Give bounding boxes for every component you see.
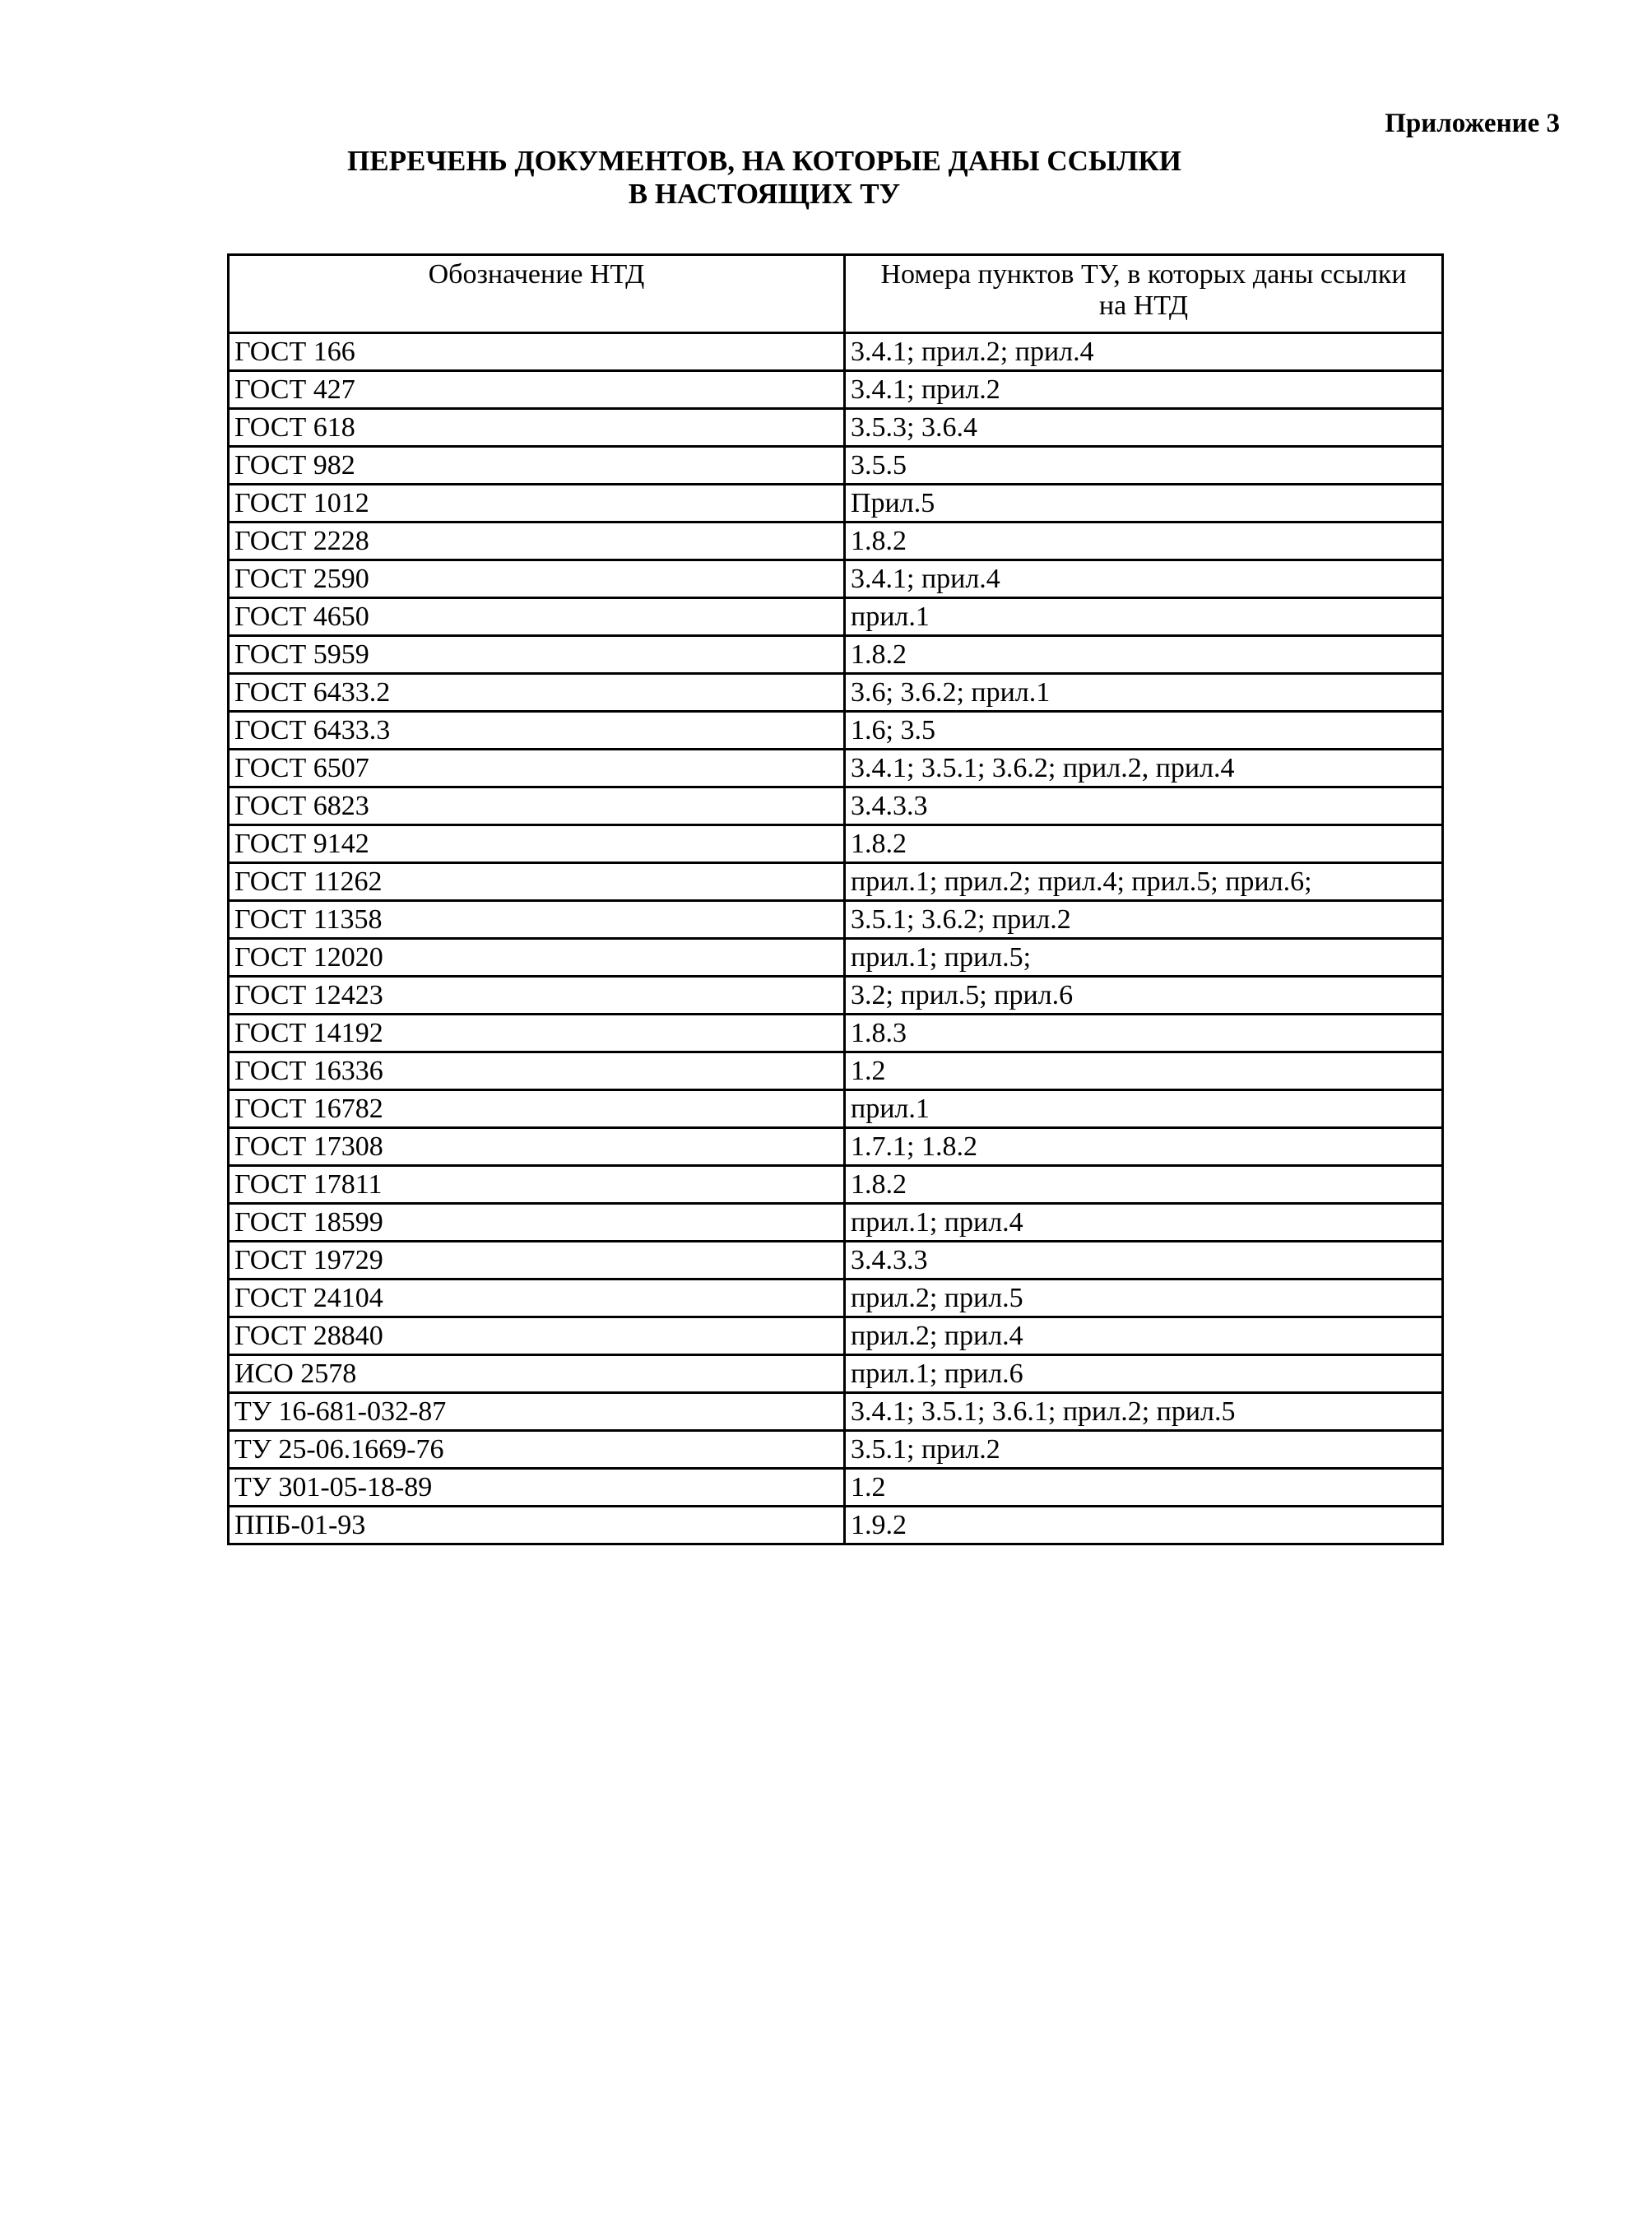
- document-designation-cell: ГОСТ 16336: [229, 1052, 845, 1090]
- document-designation-cell: ГОСТ 2590: [229, 560, 845, 598]
- table-row: [229, 447, 1443, 485]
- clause-numbers-cell: 1.8.2: [845, 636, 1443, 674]
- title-line-1: ПЕРЕЧЕНЬ ДОКУМЕНТОВ, НА КОТОРЫЕ ДАНЫ ССЫЛКИ: [347, 145, 1181, 177]
- clause-numbers-cell: 3.4.1; 3.5.1; 3.6.2; прил.2, прил.4: [845, 750, 1443, 787]
- clause-numbers-cell: 1.8.2: [845, 523, 1443, 560]
- document-designation-cell: ГОСТ 12423: [229, 977, 845, 1015]
- table-row: [229, 787, 1443, 825]
- table-row: [229, 1015, 1443, 1052]
- table-row: [229, 674, 1443, 712]
- table-row: [229, 1090, 1443, 1128]
- references-table: [227, 253, 1444, 1545]
- title-line-2: В НАСТОЯЩИХ ТУ: [628, 178, 901, 210]
- table-row: [229, 598, 1443, 636]
- clause-numbers-cell: прил.1; прил.4: [845, 1204, 1443, 1242]
- document-designation-cell: ТУ 16-681-032-87: [229, 1393, 845, 1431]
- table-row: [229, 1507, 1443, 1544]
- table-row: [229, 1317, 1443, 1355]
- clause-numbers-cell: 3.4.3.3: [845, 1242, 1443, 1280]
- document-designation-cell: ГОСТ 11262: [229, 863, 845, 901]
- document-title: [0, 145, 1652, 211]
- column-header-document: Обозначение НТД: [229, 255, 845, 333]
- table-row: [229, 863, 1443, 901]
- document-designation-cell: ИСО 2578: [229, 1355, 845, 1393]
- table-row: [229, 901, 1443, 939]
- clause-numbers-cell: 1.8.2: [845, 825, 1443, 863]
- document-designation-cell: ТУ 301-05-18-89: [229, 1469, 845, 1507]
- document-designation-cell: ГОСТ 12020: [229, 939, 845, 977]
- appendix-label: Приложение 3: [1385, 109, 1560, 138]
- table-row: [229, 1166, 1443, 1204]
- table-row: [229, 712, 1443, 750]
- document-designation-cell: ГОСТ 5959: [229, 636, 845, 674]
- document-designation-cell: ГОСТ 6823: [229, 787, 845, 825]
- table-row: [229, 1431, 1443, 1469]
- table-row: [229, 333, 1443, 371]
- document-designation-cell: ГОСТ 11358: [229, 901, 845, 939]
- clause-numbers-cell: прил.1: [845, 598, 1443, 636]
- table-row: [229, 1052, 1443, 1090]
- document-designation-cell: ГОСТ 982: [229, 447, 845, 485]
- document-designation-cell: ТУ 25-06.1669-76: [229, 1431, 845, 1469]
- clause-numbers-cell: прил.2; прил.5: [845, 1280, 1443, 1317]
- table-row: [229, 750, 1443, 787]
- document-designation-cell: ГОСТ 28840: [229, 1317, 845, 1355]
- table-row: [229, 1242, 1443, 1280]
- document-designation-cell: ГОСТ 1012: [229, 485, 845, 523]
- clause-numbers-cell: 1.2: [845, 1469, 1443, 1507]
- table-row: [229, 1355, 1443, 1393]
- clause-numbers-cell: прил.1; прил.5;: [845, 939, 1443, 977]
- table-row: [229, 560, 1443, 598]
- table-row: [229, 825, 1443, 863]
- document-designation-cell: ГОСТ 16782: [229, 1090, 845, 1128]
- table-row: [229, 485, 1443, 523]
- clause-numbers-cell: 3.6; 3.6.2; прил.1: [845, 674, 1443, 712]
- document-designation-cell: ГОСТ 9142: [229, 825, 845, 863]
- clause-numbers-cell: 1.8.3: [845, 1015, 1443, 1052]
- clause-numbers-cell: 1.9.2: [845, 1507, 1443, 1544]
- table-row: [229, 636, 1443, 674]
- clause-numbers-cell: 3.4.1; 3.5.1; 3.6.1; прил.2; прил.5: [845, 1393, 1443, 1431]
- document-designation-cell: ГОСТ 427: [229, 371, 845, 409]
- table-row: [229, 523, 1443, 560]
- document-designation-cell: ГОСТ 17308: [229, 1128, 845, 1166]
- table-body: [229, 333, 1443, 1544]
- table-row: [229, 939, 1443, 977]
- clause-numbers-cell: 3.4.1; прил.4: [845, 560, 1443, 598]
- table-row: [229, 1280, 1443, 1317]
- document-designation-cell: ГОСТ 17811: [229, 1166, 845, 1204]
- clause-numbers-cell: 3.4.1; прил.2; прил.4: [845, 333, 1443, 371]
- document-designation-cell: ГОСТ 19729: [229, 1242, 845, 1280]
- document-designation-cell: ГОСТ 166: [229, 333, 845, 371]
- clause-numbers-cell: 3.4.3.3: [845, 787, 1443, 825]
- document-designation-cell: ГОСТ 6433.3: [229, 712, 845, 750]
- clause-numbers-cell: прил.1; прил.6: [845, 1355, 1443, 1393]
- table-row: [229, 371, 1443, 409]
- document-designation-cell: ППБ-01-93: [229, 1507, 845, 1544]
- document-designation-cell: ГОСТ 2228: [229, 523, 845, 560]
- document-designation-cell: ГОСТ 18599: [229, 1204, 845, 1242]
- clause-numbers-cell: 3.5.1; 3.6.2; прил.2: [845, 901, 1443, 939]
- document-designation-cell: ГОСТ 618: [229, 409, 845, 447]
- clause-numbers-cell: прил.2; прил.4: [845, 1317, 1443, 1355]
- clause-numbers-cell: 3.5.5: [845, 447, 1443, 485]
- table-row: [229, 1128, 1443, 1166]
- document-designation-cell: ГОСТ 14192: [229, 1015, 845, 1052]
- clause-numbers-cell: 1.6; 3.5: [845, 712, 1443, 750]
- clause-numbers-cell: 3.5.1; прил.2: [845, 1431, 1443, 1469]
- table-header-row: [229, 255, 1443, 333]
- document-designation-cell: ГОСТ 6507: [229, 750, 845, 787]
- document-designation-cell: ГОСТ 6433.2: [229, 674, 845, 712]
- table-row: [229, 1204, 1443, 1242]
- clause-numbers-cell: 1.7.1; 1.8.2: [845, 1128, 1443, 1166]
- clause-numbers-cell: 3.2; прил.5; прил.6: [845, 977, 1443, 1015]
- table-row: [229, 977, 1443, 1015]
- table-row: [229, 409, 1443, 447]
- clause-numbers-cell: прил.1; прил.2; прил.4; прил.5; прил.6;: [845, 863, 1443, 901]
- table-row: [229, 1469, 1443, 1507]
- clause-numbers-cell: Прил.5: [845, 485, 1443, 523]
- clause-numbers-cell: 3.5.3; 3.6.4: [845, 409, 1443, 447]
- clause-numbers-cell: прил.1: [845, 1090, 1443, 1128]
- document-designation-cell: ГОСТ 24104: [229, 1280, 845, 1317]
- column-header-clauses: Номера пунктов ТУ, в которых даны ссылки на НТД: [845, 255, 1443, 333]
- document-designation-cell: ГОСТ 4650: [229, 598, 845, 636]
- clause-numbers-cell: 1.8.2: [845, 1166, 1443, 1204]
- clause-numbers-cell: 1.2: [845, 1052, 1443, 1090]
- table-row: [229, 1393, 1443, 1431]
- clause-numbers-cell: 3.4.1; прил.2: [845, 371, 1443, 409]
